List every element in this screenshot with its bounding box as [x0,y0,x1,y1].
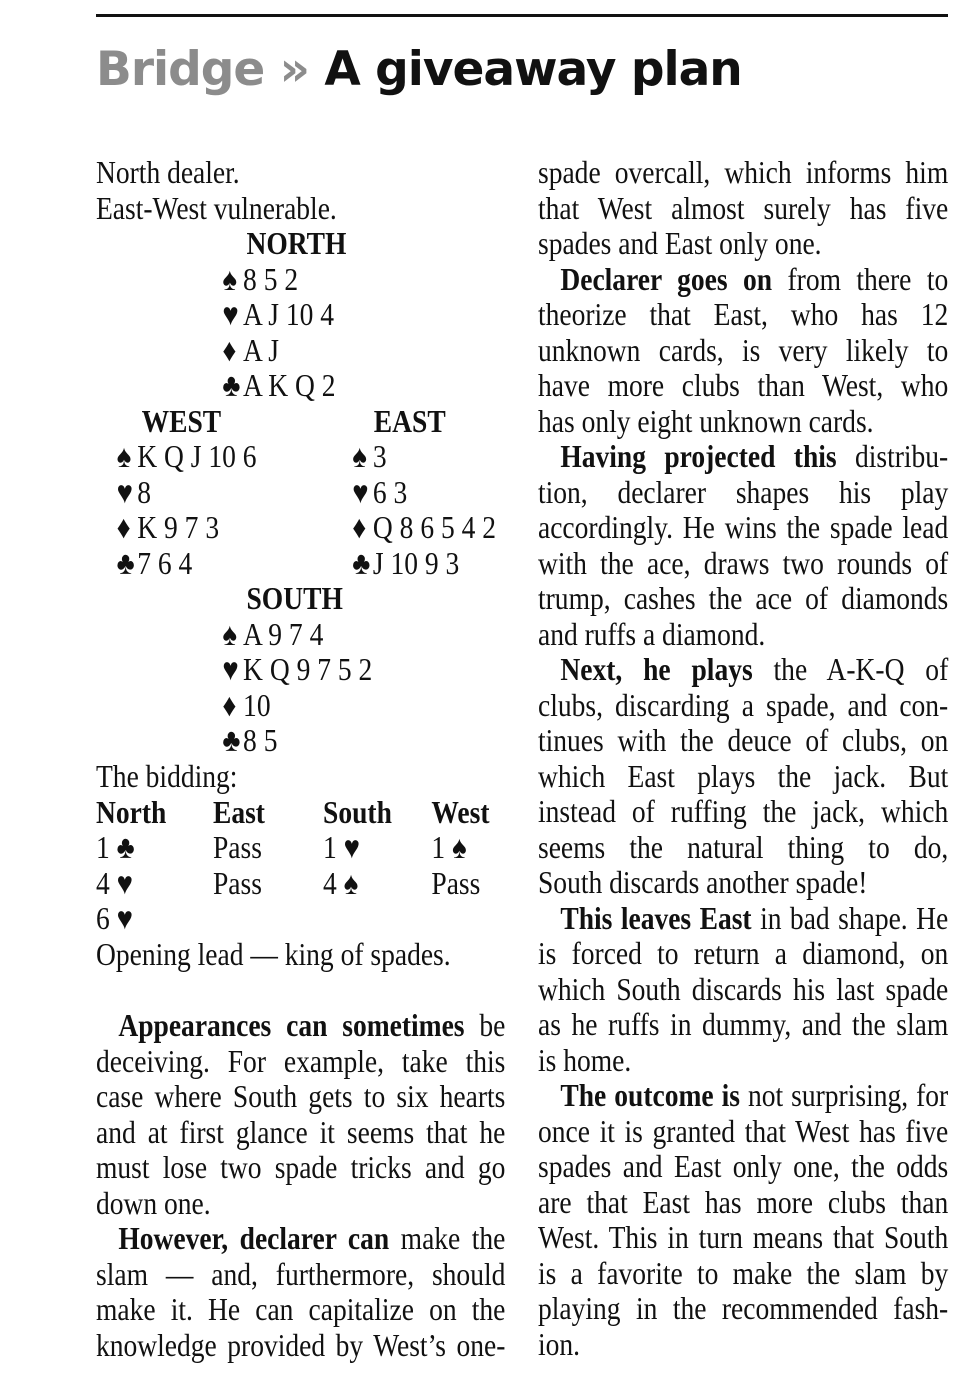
east-label: EAST [373,402,446,439]
text-run: which South discards his last spade [538,970,949,1007]
text-run: make the [389,1220,506,1256]
paragraph-lead-in: This leaves East [560,899,752,936]
bidding-header-east: East [212,793,265,830]
east-clubs: ♣J 10 9 3 [352,544,460,581]
paragraph-gap [96,972,505,1008]
text-line [538,865,948,901]
text-run: distribu- [836,438,949,474]
text-run: is forced to return a diamond, on [538,935,949,971]
right-column [538,155,948,1362]
paragraph-first-line [538,652,948,688]
text-run: from there to [772,260,949,297]
text-run: in bad shape. He [751,899,949,936]
spade-icon: ♠ [222,260,238,297]
text-run: knowledge provided by West’s one- [96,1326,506,1363]
text-run: that West almost surely has five [538,189,949,226]
west-spades: ♠ K Q J 10 6 [116,438,257,474]
bid-cell: 1 ♠ [431,829,467,865]
bid-cell: 1 ♥ [323,829,361,865]
text-run: the A-K-Q of [752,651,949,687]
text-line [96,1150,505,1186]
paragraph-first-line [538,262,948,298]
text-line [538,510,948,546]
diamond-icon: ♦ [352,509,367,545]
text-line [538,972,948,1008]
heart-icon: ♥ [116,473,133,510]
text-line [538,936,948,972]
north-spades: ♠ 8 5 2 [222,260,299,297]
club-icon: ♣ [222,722,241,758]
text-run: slam — and, furthermore, should [96,1255,506,1292]
diamond-icon: ♦ [222,686,237,723]
text-run: with the ace, draws two rounds of [538,544,949,581]
left-column [96,154,506,1363]
text-run: is home. [538,1041,632,1078]
text-line [538,226,948,262]
bid-cell: 1 ♣ [96,829,135,865]
text-run: spades and East only one. [538,225,822,261]
text-line [538,155,948,191]
text-line [538,1185,948,1221]
text-run: trump, cashes the ace of diamonds [538,580,949,616]
dealer-line: North dealer. [96,154,240,190]
text-line [538,617,948,653]
paragraph-lead-in: However, declarer can [118,1220,390,1256]
text-line [538,794,948,830]
text-line [96,1115,505,1151]
text-line [538,723,948,759]
south-label: SOUTH [246,580,343,616]
spade-icon: ♠ [222,615,238,652]
text-line [538,1327,948,1363]
paragraph-first-line [538,901,948,937]
opening-lead: Opening lead — king of spades. [96,935,451,972]
spade-icon: ♠ [352,438,367,474]
text-line [538,830,948,866]
text-line [96,1186,505,1222]
text-line [538,1256,948,1292]
text-run: be [464,1007,506,1043]
east-hearts: ♥ 6 3 [352,473,408,510]
north-hearts: ♥ A J 10 4 [222,296,335,332]
north-diamonds: ♦ A J [222,331,280,368]
text-line [538,688,948,724]
text-run: must lose two spade tricks and go [96,1149,506,1185]
club-icon: ♣ [222,367,241,403]
bidding-header-south: South [323,793,392,830]
text-line [538,404,948,440]
text-run: tinues with the deuce of clubs, on [538,722,949,758]
right-article-text [538,155,948,1362]
bid-cell: 4 ♠ [323,864,359,901]
bidding-header-north: North [96,793,167,830]
text-run: playing in the recommended fash- [538,1290,949,1326]
text-line [538,581,948,617]
text-run: clubs, discarding a spade, and con- [538,686,949,723]
vulnerability-line: East-West vulnerable. [96,189,337,226]
text-run: ion. [538,1325,581,1362]
west-diamonds: ♦ K 9 7 3 [116,509,220,545]
text-run: deceiving. For example, take this [96,1042,506,1079]
text-run: once it is granted that West has five [538,1112,949,1149]
text-line [538,1007,948,1043]
text-run: make it. He can capitalize on the [96,1291,506,1327]
text-line [538,1220,948,1256]
text-run: theorize that East, who has 12 [538,296,949,332]
bid-cell: 6 ♥ [96,900,133,936]
bid-cell: Pass [431,864,481,901]
left-article-text [96,1008,505,1363]
paragraph-lead-in: Next, he plays [560,651,753,687]
text-run: not surprising, for [739,1077,949,1113]
text-line [538,297,948,333]
east-diamonds: ♦ Q 8 6 5 4 2 [352,509,496,545]
text-line [538,333,948,369]
south-spades: ♠ A 9 7 4 [222,615,324,652]
heart-icon: ♥ [222,651,239,687]
article-title: A giveaway plan [324,42,742,97]
paragraph-first-line [538,1078,948,1114]
south-diamonds: ♦ 10 [222,686,271,723]
section-separator: » [279,42,310,97]
paragraph-lead-in: Appearances can sometimes [118,1007,465,1043]
text-line [538,1149,948,1185]
text-line [96,1328,505,1364]
text-line [538,1291,948,1327]
paragraph-lead-in: The outcome is [560,1077,740,1113]
west-clubs: ♣7 6 4 [116,544,193,581]
text-line [538,368,948,404]
bid-cell: 4 ♥ [96,864,133,901]
text-run: have more clubs than West, who [538,367,949,403]
text-run: accordingly. He wins the spade lead [538,509,949,545]
text-run: is a favorite to make the slam by [538,1254,949,1291]
text-run: South discards another spade! [538,864,868,900]
text-run: West. This in turn means that South [538,1219,949,1255]
bid-cell: Pass [212,829,262,865]
north-label: NORTH [246,225,347,261]
text-run: seems the natural thing to do, [538,828,949,865]
text-run: unknown cards, is very likely to [538,331,949,368]
bidding-label: The bidding: [96,758,238,794]
text-line [538,546,948,582]
text-run: instead of ruffing the jack, which [538,793,949,829]
heart-icon: ♥ [222,296,239,332]
headline [96,38,742,102]
north-clubs: ♣A K Q 2 [222,367,336,403]
text-line [538,475,948,511]
paragraph-first-line [96,1008,505,1044]
text-line [538,1043,948,1079]
text-run: as he ruffs in dummy, and the slam [538,1006,949,1042]
east-spades: ♠ 3 [352,438,387,474]
paragraph-lead-in: Declarer goes on [560,260,773,297]
top-rule [96,14,948,17]
text-run: which East plays the jack. But [538,757,949,794]
south-hearts: ♥ K Q 9 7 5 2 [222,651,373,687]
text-run: and ruffs a diamond. [538,615,766,652]
text-run: has only eight unknown cards. [538,402,874,439]
text-run: down one. [96,1184,211,1221]
club-icon: ♣ [116,544,135,581]
text-line [96,1044,505,1080]
spade-icon: ♠ [116,438,132,474]
deal-diagram [96,226,505,759]
paragraph-lead-in: Having projected this [560,438,837,474]
diamond-icon: ♦ [222,331,237,368]
bid-cell: Pass [212,864,262,901]
text-run: and at first glance it seems that he [96,1113,506,1150]
text-run: case where South gets to six hearts [96,1078,506,1114]
south-clubs: ♣8 5 [222,722,278,758]
paragraph-first-line [538,439,948,475]
text-run: spade overcall, which informs him [538,154,949,190]
text-line [538,191,948,227]
text-line [96,1292,505,1328]
bidding-header-west: West [431,793,490,830]
club-icon: ♣ [352,544,371,581]
text-run: tion, declarer shapes his play [538,473,949,510]
text-run: spades and East only one, the odds [538,1148,949,1184]
text-line [538,759,948,795]
text-line [96,1079,505,1115]
paragraph-first-line [96,1221,505,1257]
west-label: WEST [141,402,222,439]
diamond-icon: ♦ [116,509,131,545]
section-name: Bridge [96,42,265,97]
heart-icon: ♥ [352,473,369,510]
west-hearts: ♥ 8 [116,473,152,510]
bidding-table [96,795,505,937]
text-line [96,1257,505,1293]
text-line [538,1114,948,1150]
text-run: are that East has more clubs than [538,1183,949,1220]
